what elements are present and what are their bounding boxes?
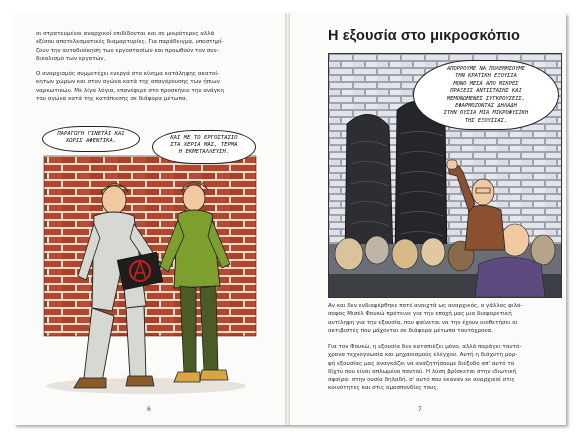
left-comic-panel	[34, 116, 266, 398]
right-page	[290, 13, 566, 425]
right-comic-panel	[328, 53, 562, 298]
speech-bubble-speaker: ΑΠΟΡΡΟΥΜΕ ΝΑ ΠΟΛΕΜΗΣΟΥΜΕ ΤΗΝ ΚΡΑΤΙΚΗ ΕΞΟΥΣΙΑ ΜΟΝΟ ΜΕΣΑ ΑΠΟ ΜΙΚΡΕΣ ΠΡΑΞΕΙΣ ΑΝΤΙΣΤΑΣΗΣ ΚΑΙ ΜΕΜΟΝΩΜΕΝΕΣ ΣΥΓΚΡΟΥΣΕΙΣ, ΕΦΑΡΜΟΖΟΝΤΑΣ ΔΗΛΑΔΗ ΣΤΗΝ ΟΥΣΙΑ ΜΙΑ ΜΙΚΡΟΦΥΣΙΚΗ ΤΗΣ ΕΞΟΥΣΙΑΣ.	[413, 60, 559, 130]
speech-bubble-right: ΚΑΙ ΜΕ ΤΟ ΕΡΓΟΣΤΑΣΙΟ ΣΤΑ ΧΕΡΙΑ ΜΑΣ, ΤΕΡΜΑ Η ΕΚΜΕΤΑΛΛΕΥΣΗ.	[152, 130, 256, 164]
page-title: Η εξουσία στο μικροσκόπιο	[328, 28, 520, 44]
speech-bubble-left: ΠΑΡΑΓΩΓΗ ΓΙΝΕΤΑΙ ΚΑΙ ΧΩΡΙΣ ΑΦΕΝΤΙΚΑ.	[42, 126, 140, 152]
page-number-left: 6	[147, 406, 151, 413]
left-paragraph-2: Ο αναρχισμός συμμετέχει ενεργά στο κίνημα κατάληψης ακατοί- κητων χώρων και στον αγώνα κατά της απαγόρευσης των ήπιων ναρκωτικών. Με λίγα λόγια, επανέφερε στο προσκήνιο την ανάγκη του αγώνα κατά της κατάπιεσης σε διάφορα μέτωπα.	[36, 71, 224, 102]
left-paragraph-1: οι στρατευμένοι αναρχικοί επιδίδονται και σε μικρότερες αλλά εξίσου αποτελεσματικές διαμαρτυρίες. Για παράδειγμα, υποστηρί- ζουν την αυτοδιοίκηση των εργοστασίων και προωθούν τον συν- δικαλισμό των εργατών.	[36, 31, 224, 62]
left-page	[14, 13, 285, 425]
book-spread	[14, 13, 566, 425]
page-number-right: 7	[418, 406, 422, 413]
right-paragraph-1: Αν και δεν ενδιαφέρθηκε ποτέ ανοιχτά ως αναρχικός, ο γάλλος φιλό- σοφος Μισέλ Φουκώ πρότεινε για την εποχή μας μια διαφορετική αντίληψη για την εξουσία, που φαίνεται να την έχουν υιοθετήσει οι ακτιβιστές που μάχονται σε διάφορα μέτωπα ταυτόχρονα.	[328, 303, 523, 334]
right-paragraph-2: Για τον Φουκώ, η εξουσία δεν καταπιέζει μόνο, αλλά παράγει ταυτό- χρονα τεχνογνωσία και μηχανισμούς ελέγχου. Αυτή η διάχυτη μορ- φή εξουσίας μας αναγκάζει να αναζητήσουμε διέξοδο απ' αυτό το δίχτυ που είναι απλωμένο παντού. Η λύση βρίσκεται στην ιδιωτική σφαίρα: στην ουσία δηλαδή, σ' αυτό που έκαναν εκ αναρχικοί στις κοινότητες και στις ομοσπονδίες τους.	[328, 344, 522, 392]
